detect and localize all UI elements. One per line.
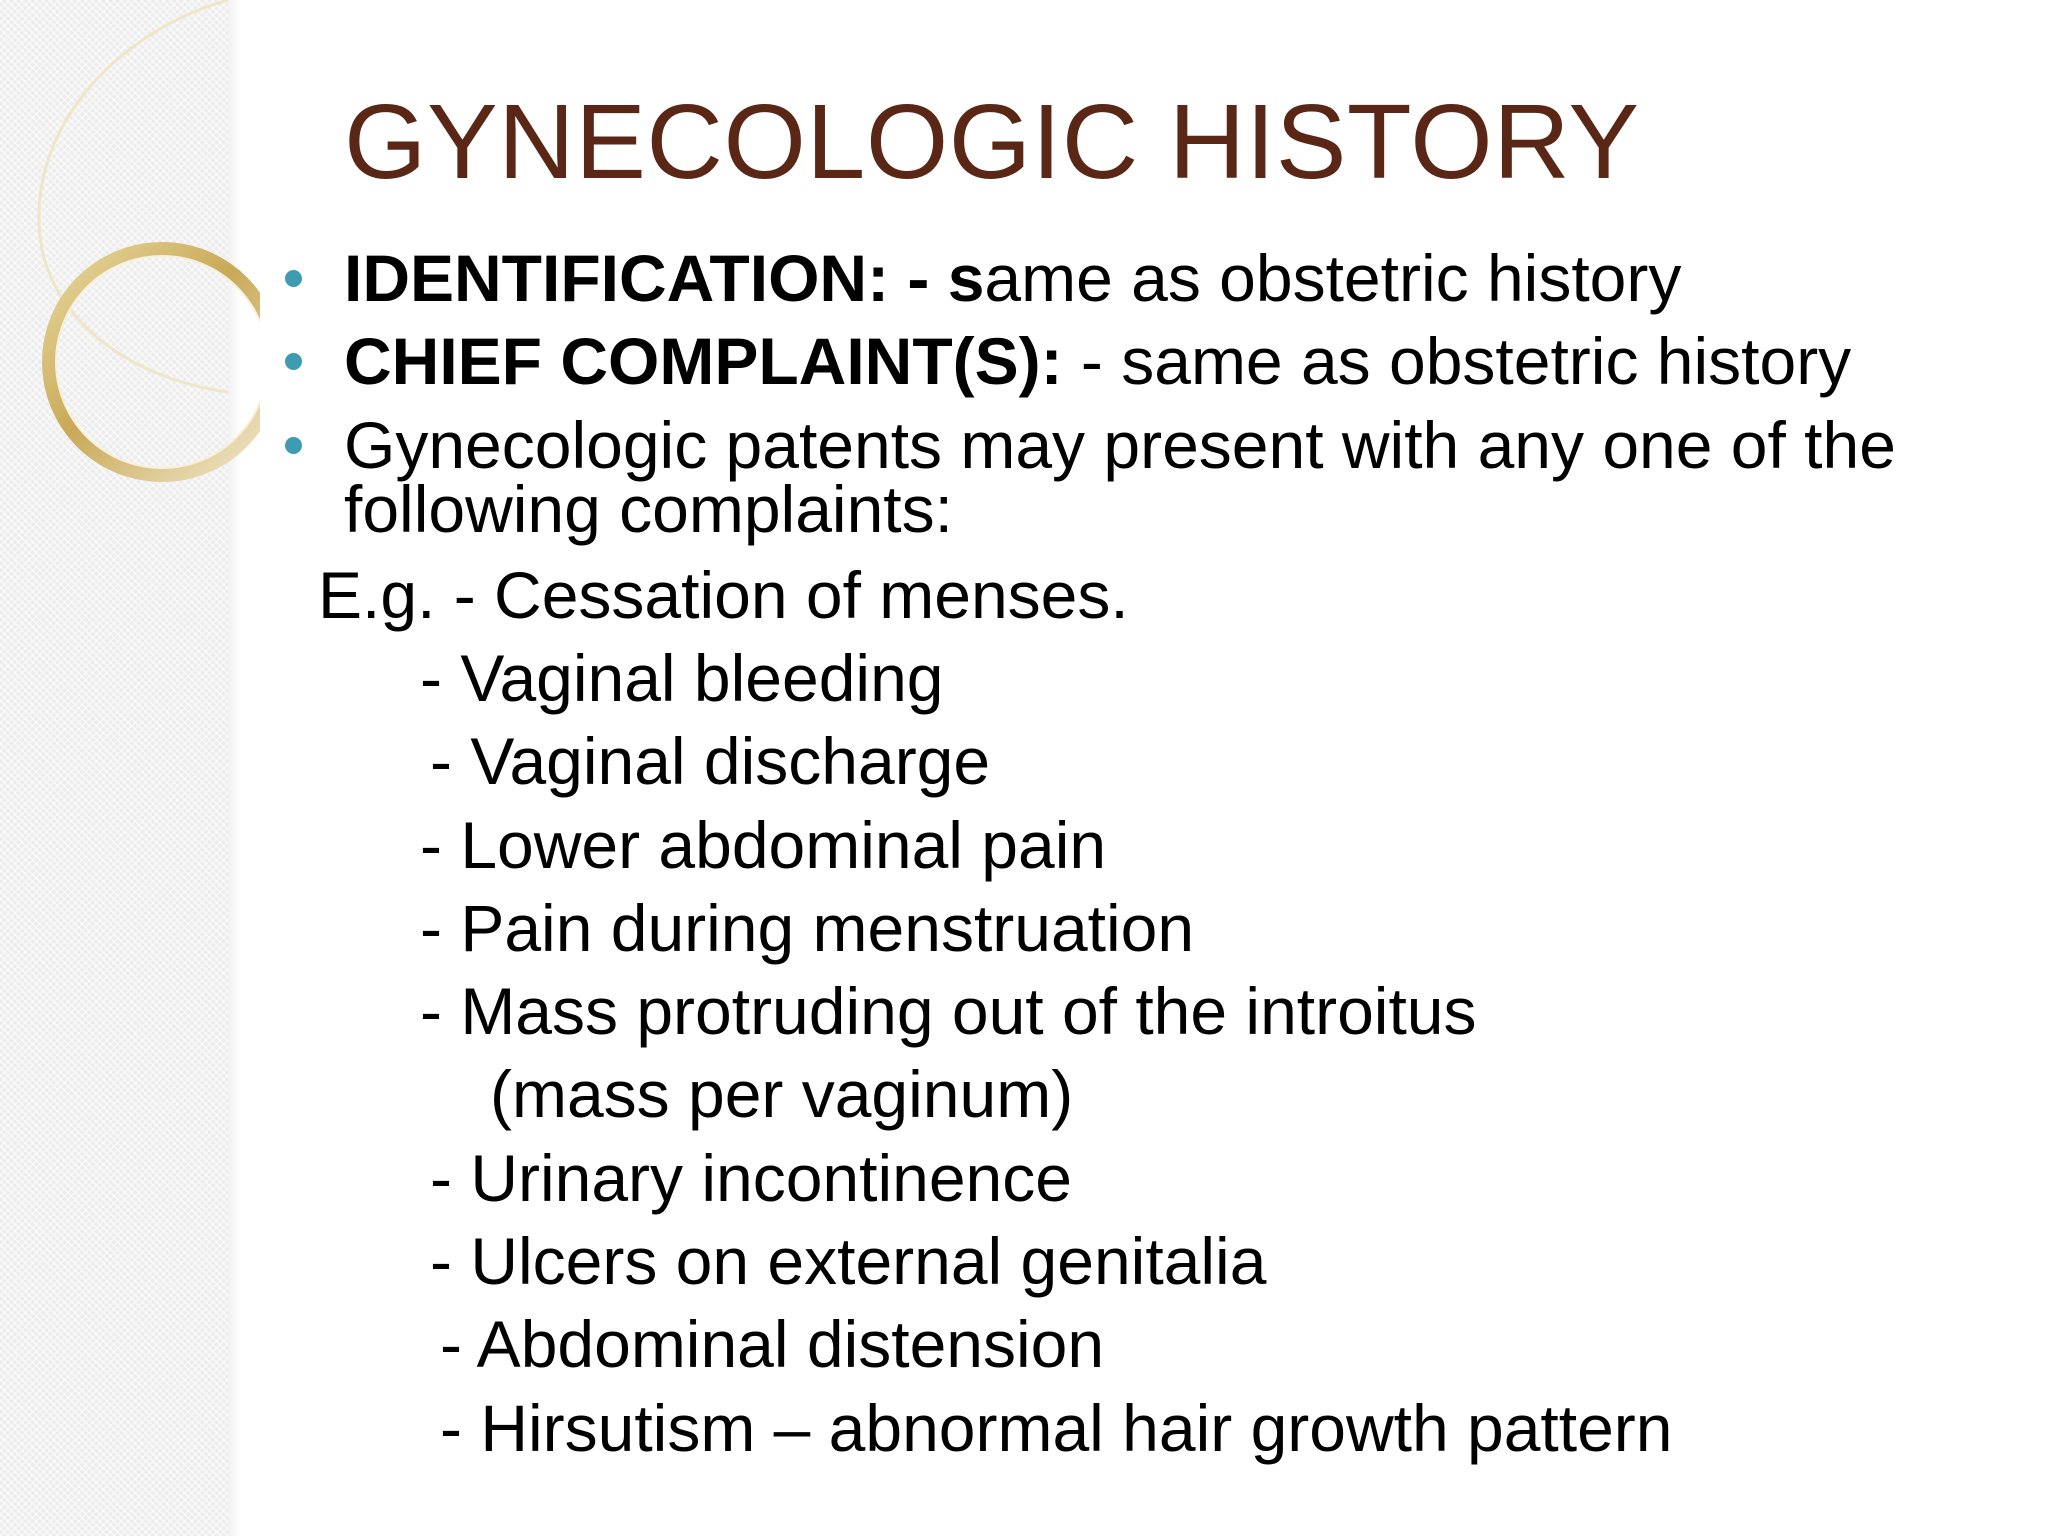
- complaint-item: - Hirsutism – abnormal hair growth pattern: [440, 1391, 1673, 1465]
- complaint-item: - Mass protruding out of the introitus: [420, 974, 1477, 1048]
- thin-arc-icon: [39, 0, 228, 392]
- gynecologic-patients-line-1: Gynecologic patents may present with any one of the: [344, 408, 1896, 482]
- slide-decoration: [0, 0, 260, 520]
- bullet-identification: [344, 241, 1682, 315]
- complaint-item-note: (mass per vaginum): [490, 1057, 1074, 1131]
- bullet-dot-icon: [285, 437, 302, 454]
- bullet-gynecologic-patients: [344, 408, 1896, 546]
- complaint-item: - Abdominal distension: [440, 1307, 1105, 1381]
- gold-ring-inner-highlight: [56, 256, 260, 468]
- identification-text: ame as obstetric history: [984, 241, 1682, 315]
- complaint-item: - Vaginal bleeding: [420, 641, 944, 715]
- complaint-item: - Ulcers on external genitalia: [430, 1224, 1267, 1298]
- complaint-item: - Pain during menstruation: [420, 891, 1195, 965]
- complaint-item: - Vaginal discharge: [430, 724, 991, 798]
- identification-label: IDENTIFICATION: - s: [344, 241, 985, 315]
- complaint-example: E.g. - Cessation of menses.: [318, 558, 1129, 632]
- chief-complaint-text: - same as obstetric history: [1062, 324, 1852, 398]
- slide-title: GYNECOLOGIC HISTORY: [344, 83, 1640, 201]
- gynecologic-patients-line-2: following complaints:: [344, 472, 953, 546]
- complaint-item: - Urinary incontinence: [430, 1141, 1072, 1215]
- bullet-dot-icon: [285, 270, 302, 287]
- bullet-dot-icon: [285, 353, 302, 370]
- gold-ring-icon: [49, 249, 260, 475]
- complaint-item: - Lower abdominal pain: [420, 808, 1107, 882]
- bullet-chief-complaint: [344, 324, 1852, 398]
- chief-complaint-label: CHIEF COMPLAINT(S):: [344, 324, 1063, 398]
